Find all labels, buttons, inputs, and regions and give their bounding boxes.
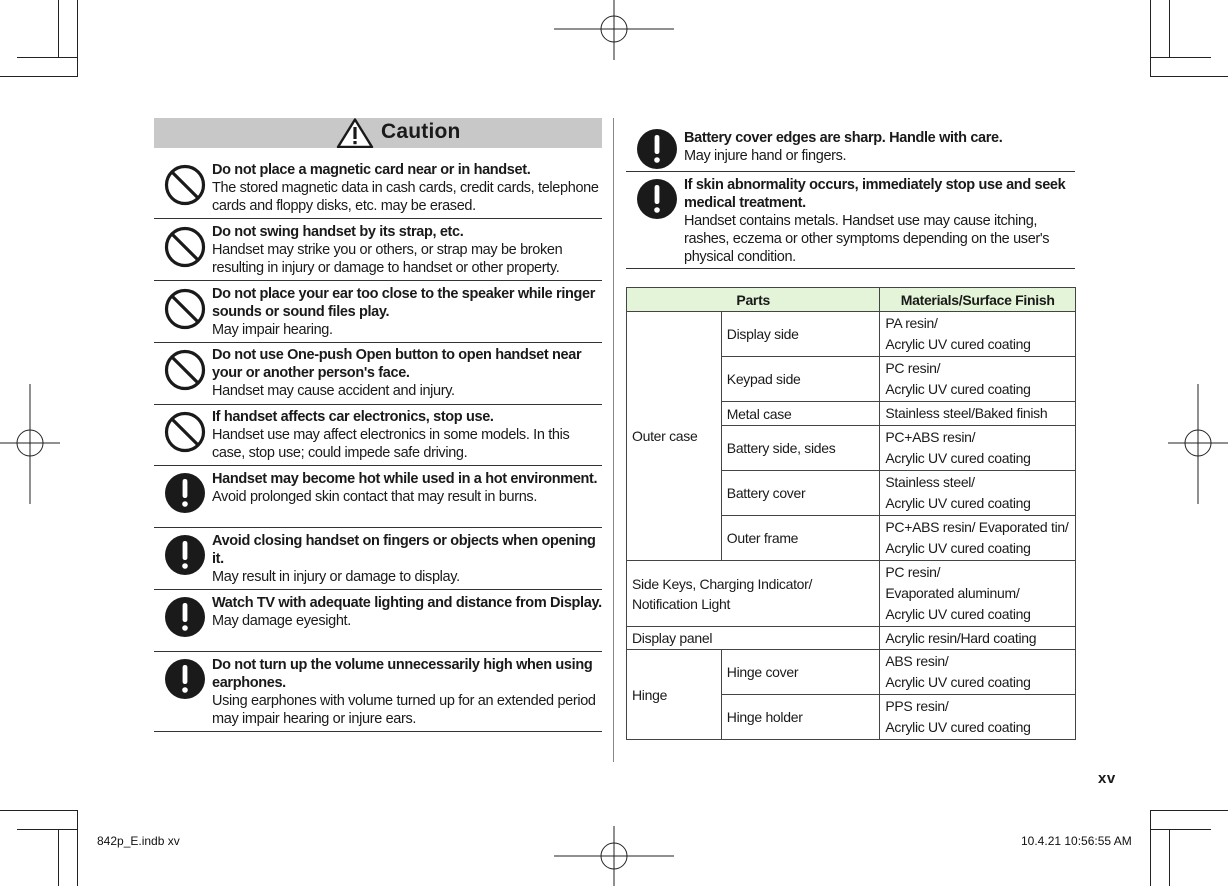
materials-cell xyxy=(880,561,1076,627)
materials-line: ABS resin/ xyxy=(885,653,949,669)
header-materials: Materials/Surface Finish xyxy=(880,288,1076,312)
caution-item-body: Handset may strike you or others, or strap may be broken resulting in injury or damage to handset or other property. xyxy=(212,242,563,276)
header-parts: Parts xyxy=(627,288,880,312)
part-cell: Metal case xyxy=(721,402,880,426)
caution-title: Caution xyxy=(381,120,461,143)
prohibition-icon xyxy=(164,349,206,391)
caution-item-heading: If handset affects car electronics, stop use. xyxy=(212,409,494,425)
table-row xyxy=(627,312,1076,357)
exclamation-icon xyxy=(636,178,678,220)
materials-line: Acrylic UV cured coating xyxy=(885,606,1031,622)
caution-item xyxy=(154,528,602,590)
materials-cell xyxy=(880,426,1076,471)
caution-item-heading: Handset may become hot while used in a hot environment. xyxy=(212,471,598,487)
registration-mark-left xyxy=(0,384,60,504)
materials-cell xyxy=(880,357,1076,402)
column-divider xyxy=(613,118,614,762)
table-row xyxy=(627,650,1076,695)
table-header-row xyxy=(627,288,1076,312)
caution-item-body: Avoid prolonged skin contact that may result in burns. xyxy=(212,489,537,505)
materials-line: Acrylic UV cured coating xyxy=(885,495,1031,511)
caution-item-body: The stored magnetic data in cash cards, credit cards, telephone cards and floppy disks, etc. may be erased. xyxy=(212,180,599,214)
page-number: xv xyxy=(1098,770,1116,787)
caution-item xyxy=(154,219,602,281)
prohibition-icon xyxy=(164,288,206,330)
caution-item xyxy=(626,118,1075,172)
registration-mark-bottom xyxy=(554,826,674,886)
materials-line: Acrylic UV cured coating xyxy=(885,450,1031,466)
caution-item-heading: Watch TV with adequate lighting and distance from Display. xyxy=(212,595,602,611)
caution-item-heading: Do not use One-push Open button to open handset near your or another person's face. xyxy=(212,347,582,381)
table-row xyxy=(627,627,1076,650)
exclamation-icon xyxy=(164,596,206,638)
prohibition-icon xyxy=(164,226,206,268)
materials-cell: Acrylic resin/Hard coating xyxy=(880,627,1076,650)
group-hinge: Hinge xyxy=(627,650,722,740)
caution-header xyxy=(154,118,602,148)
caution-item-body: May impair hearing. xyxy=(212,322,333,338)
caution-item xyxy=(154,652,602,732)
materials-cell xyxy=(880,471,1076,516)
materials-line: Stainless steel/Baked finish xyxy=(885,405,1048,421)
part-cell: Battery cover xyxy=(721,471,880,516)
part-cell: Hinge cover xyxy=(721,650,880,695)
caution-item-body: Handset use may affect electronics in some models. In this case, stop use; could impede safe driving. xyxy=(212,427,570,461)
materials-line: PC resin/ xyxy=(885,564,941,580)
materials-line: PPS resin/ xyxy=(885,698,949,714)
caution-section xyxy=(154,118,602,727)
part-cell xyxy=(627,561,880,627)
materials-line: Acrylic UV cured coating xyxy=(885,540,1031,556)
materials-cell xyxy=(880,312,1076,357)
caution-item-heading: Avoid closing handset on fingers or objects when opening it. xyxy=(212,533,596,567)
exclamation-icon xyxy=(164,472,206,514)
part-cell: Keypad side xyxy=(721,357,880,402)
caution-item xyxy=(154,466,602,528)
caution-item xyxy=(154,343,602,405)
caution-item xyxy=(154,405,602,466)
materials-cell xyxy=(880,650,1076,695)
caution-item-heading: Do not place a magnetic card near or in handset. xyxy=(212,162,531,178)
part-cell: Hinge holder xyxy=(721,695,880,740)
footer-filename: 842p_E.indb xv xyxy=(97,834,180,848)
table-row xyxy=(627,561,1076,627)
prohibition-icon xyxy=(164,411,206,453)
materials-line: PC+ABS resin/ Evaporated tin/ xyxy=(885,519,1069,535)
caution-item-body: May result in injury or damage to display. xyxy=(212,569,460,585)
caution-item xyxy=(626,172,1075,269)
materials-line: Evaporated aluminum/ xyxy=(885,585,1020,601)
materials-line: Acrylic UV cured coating xyxy=(885,674,1031,690)
part-cell: Outer frame xyxy=(721,516,880,561)
caution-item-heading: Do not place your ear too close to the speaker while ringer sounds or sound files play. xyxy=(212,286,596,320)
caution-item-body: Using earphones with volume turned up for an extended period may impair hearing or injure ears. xyxy=(212,693,596,727)
materials-line: PC+ABS resin/ xyxy=(885,429,976,445)
part-cell: Battery side, sides xyxy=(721,426,880,471)
caution-item xyxy=(154,590,602,652)
registration-mark-right xyxy=(1168,384,1228,504)
materials-line: PA resin/ xyxy=(885,315,938,331)
exclamation-icon xyxy=(636,128,678,170)
warning-triangle-icon xyxy=(336,118,374,148)
registration-mark-top xyxy=(554,0,674,60)
caution-item-body: Handset contains metals. Handset use may cause itching, rashes, eczema or other symptoms depending on the user's physical condition. xyxy=(684,213,1050,265)
materials-cell xyxy=(880,695,1076,740)
materials-cell xyxy=(880,516,1076,561)
part-line: Notification Light xyxy=(632,595,731,612)
caution-item xyxy=(154,158,602,219)
part-cell: Display side xyxy=(721,312,880,357)
exclamation-icon xyxy=(164,658,206,700)
materials-cell xyxy=(880,402,1076,426)
materials-table xyxy=(626,287,1076,740)
caution-item xyxy=(154,281,602,343)
part-line: Side Keys, Charging Indicator/ xyxy=(632,575,813,592)
caution-item-heading: Do not swing handset by its strap, etc. xyxy=(212,224,464,240)
footer-timestamp: 10.4.21 10:56:55 AM xyxy=(1021,834,1132,848)
caution-item-heading: Battery cover edges are sharp. Handle with care. xyxy=(684,130,1003,146)
caution-item-body: May injure hand or fingers. xyxy=(684,148,847,164)
exclamation-icon xyxy=(164,534,206,576)
materials-line: Acrylic UV cured coating xyxy=(885,336,1031,352)
materials-line: Stainless steel/ xyxy=(885,474,975,490)
caution-item-heading: If skin abnormality occurs, immediately stop use and seek medical treatment. xyxy=(684,177,1066,211)
caution-item-body: Handset may cause accident and injury. xyxy=(212,383,455,399)
part-cell: Display panel xyxy=(627,627,880,650)
caution-item-body: May damage eyesight. xyxy=(212,613,351,629)
caution-item-heading: Do not turn up the volume unnecessarily high when using earphones. xyxy=(212,657,593,691)
materials-line: Acrylic UV cured coating xyxy=(885,381,1031,397)
prohibition-icon xyxy=(164,164,206,206)
materials-line: PC resin/ xyxy=(885,360,941,376)
group-outer-case: Outer case xyxy=(627,312,722,561)
materials-line: Acrylic UV cured coating xyxy=(885,719,1031,735)
